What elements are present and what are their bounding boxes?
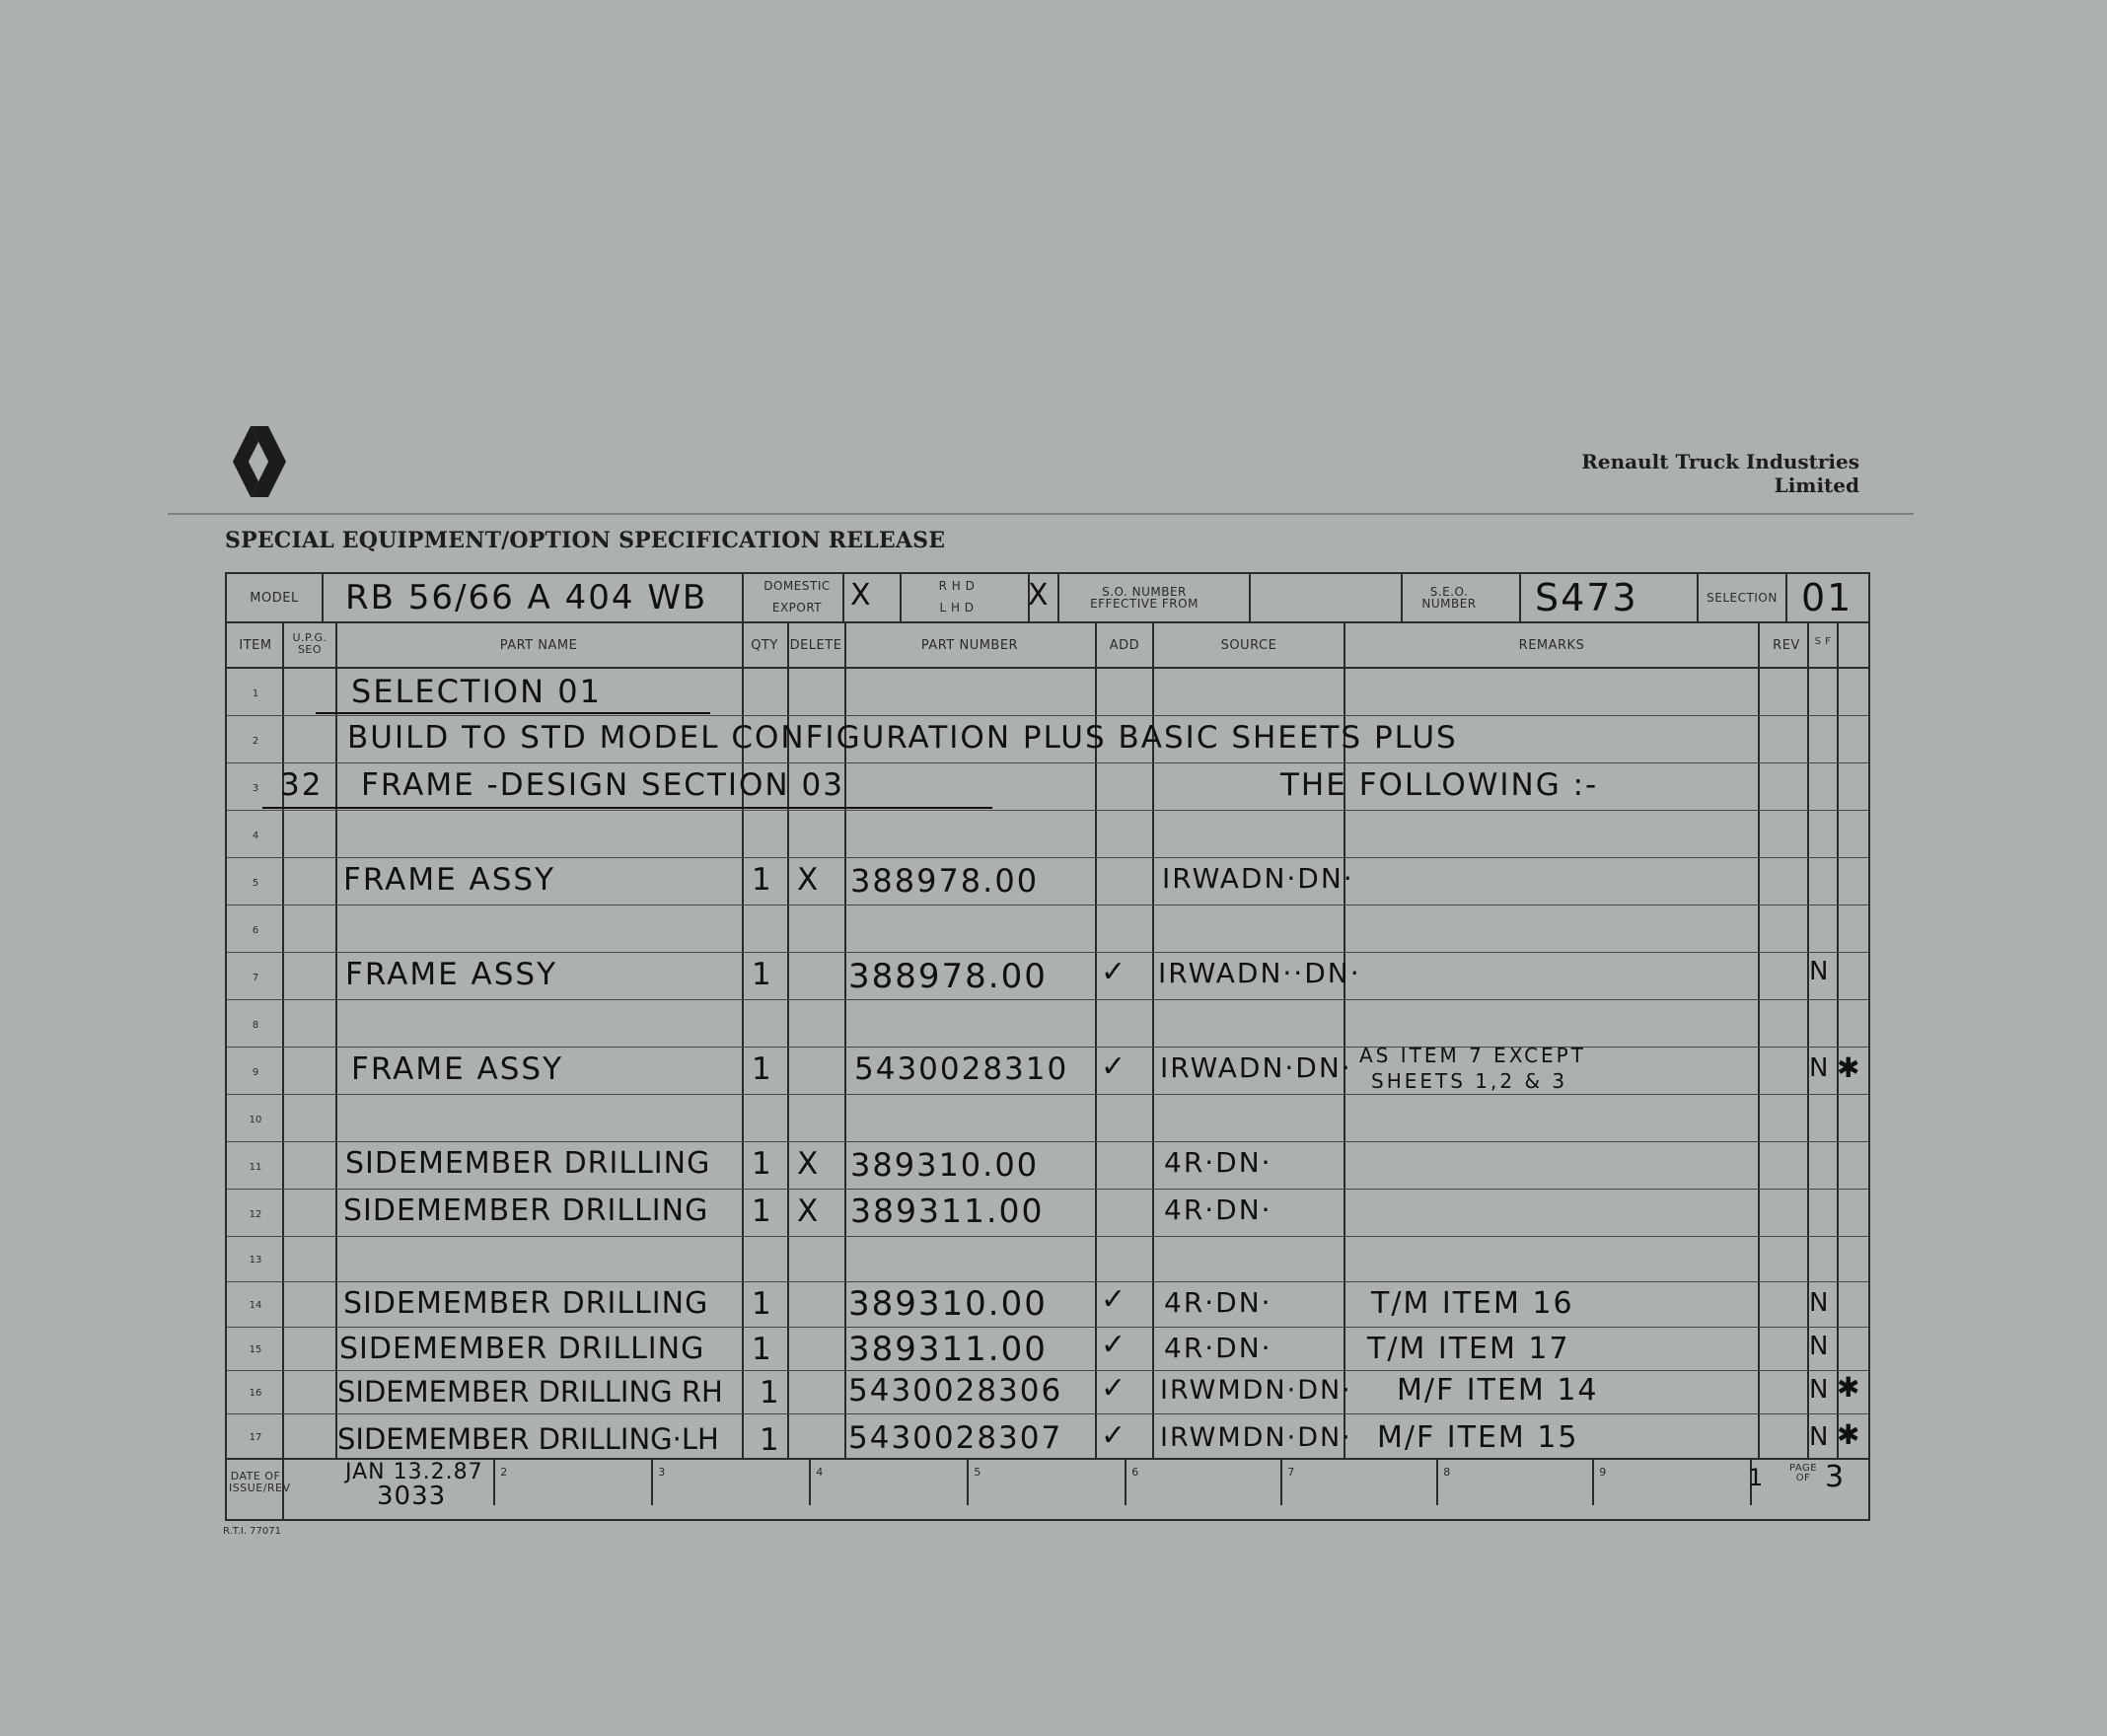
add-mark: ✓ — [1101, 1328, 1128, 1362]
qty-value: 1 — [752, 1332, 773, 1367]
selection-underline — [316, 712, 710, 714]
spec-release-form — [225, 572, 1870, 1521]
remarks-value: AS ITEM 7 EXCEPT — [1359, 1044, 1586, 1067]
issue-rev-number: 3033 — [377, 1482, 447, 1511]
qty-value: 1 — [752, 1051, 773, 1087]
part-name: SIDEMEMBER DRILLING — [345, 1146, 711, 1181]
issue-slot: 6 — [1131, 1466, 1139, 1479]
rev-value: N — [1809, 957, 1831, 986]
delete-mark: X — [797, 862, 821, 898]
issue-slot: 4 — [816, 1466, 824, 1479]
column-header-row — [227, 623, 1868, 669]
table-row — [227, 905, 1868, 953]
rev-value: N — [1809, 1288, 1831, 1318]
form-header-row — [227, 574, 1868, 623]
remarks-value-2: SHEETS 1,2 & 3 — [1371, 1069, 1568, 1093]
part-name: FRAME ASSY — [343, 862, 556, 898]
source-value: 4R·DN· — [1164, 1286, 1272, 1319]
source-value: IRWADN·DN· — [1162, 862, 1354, 895]
part-number: 388978.00 — [850, 862, 1040, 900]
qty-value: 1 — [760, 1422, 781, 1458]
row-number: 5 — [252, 878, 259, 889]
item-rows — [227, 669, 1868, 1460]
selection-value: 01 — [1801, 576, 1853, 619]
row-number: 8 — [252, 1020, 259, 1031]
star-mark: ✱ — [1837, 1371, 1862, 1404]
row-number: 14 — [249, 1300, 262, 1311]
part-number: 389310.00 — [850, 1146, 1040, 1184]
selection-label: SELECTION — [1707, 591, 1778, 605]
renault-diamond-logo — [229, 424, 290, 499]
remarks-value: M/F ITEM 14 — [1397, 1373, 1599, 1408]
qty-value: 1 — [752, 862, 773, 898]
page-number: 1 — [1748, 1464, 1766, 1491]
export-label: EXPORT — [771, 601, 823, 615]
qty-value: 1 — [752, 1194, 773, 1229]
issue-slot: 5 — [974, 1466, 981, 1479]
frame-section-line: FRAME -DESIGN SECTION 03 — [361, 767, 844, 803]
domestic-label: DOMESTIC — [763, 579, 831, 593]
row-number: 3 — [252, 783, 259, 794]
col-add: ADD — [1109, 638, 1140, 653]
row-number: 7 — [252, 973, 259, 983]
part-name: SIDEMEMBER DRILLING — [343, 1286, 709, 1321]
table-row — [227, 811, 1868, 858]
part-number: 5430028307 — [848, 1420, 1063, 1456]
part-name: SIDEMEMBER DRILLING — [339, 1332, 705, 1366]
issue-footer-row — [227, 1460, 1868, 1521]
row-number: 4 — [252, 831, 259, 841]
col-delete: DELETE — [789, 638, 842, 653]
rev-value: N — [1809, 1422, 1831, 1452]
delete-mark: X — [797, 1194, 821, 1229]
qty-value: 1 — [752, 1146, 773, 1182]
seo-number-label: NUMBER — [1421, 597, 1477, 611]
row-number: 16 — [249, 1388, 262, 1399]
header-rule — [168, 513, 1914, 515]
so-number-label: S.O. NUMBER — [1102, 585, 1187, 599]
qty-value: 1 — [752, 1286, 773, 1322]
document-title: SPECIAL EQUIPMENT/OPTION SPECIFICATION RELEASE — [225, 528, 946, 553]
form-reference: R.T.I. 77071 — [223, 1526, 281, 1537]
following-line: THE FOLLOWING :- — [1280, 767, 1599, 803]
add-mark: ✓ — [1101, 955, 1128, 989]
issue-date: JAN 13.2.87 — [345, 1460, 483, 1484]
source-value: IRWADN·DN· — [1160, 1051, 1352, 1084]
source-value: IRWADN··DN· — [1158, 957, 1361, 989]
add-mark: ✓ — [1101, 1371, 1128, 1406]
issue-slot: 8 — [1443, 1466, 1451, 1479]
page-total: 3 — [1825, 1460, 1847, 1494]
seo-label: S.E.O. — [1429, 585, 1469, 599]
qty-value: 1 — [752, 957, 773, 992]
source-value: 4R·DN· — [1164, 1194, 1272, 1226]
row-number: 10 — [249, 1115, 262, 1125]
issue-slot: 9 — [1599, 1466, 1607, 1479]
part-name: FRAME ASSY — [351, 1051, 564, 1087]
issue-slot: 2 — [500, 1466, 508, 1479]
effective-from-label: EFFECTIVE FROM — [1090, 597, 1199, 611]
add-mark: ✓ — [1101, 1282, 1128, 1317]
col-remarks: REMARKS — [1518, 638, 1585, 653]
col-seo: SEO — [297, 643, 323, 656]
row-number: 6 — [252, 925, 259, 936]
col-qty: QTY — [751, 638, 778, 653]
add-mark: ✓ — [1101, 1418, 1128, 1453]
star-mark: ✱ — [1837, 1051, 1862, 1084]
frame-underline — [262, 807, 992, 809]
row-number: 17 — [249, 1432, 262, 1443]
row-number: 9 — [252, 1067, 259, 1078]
part-number: 388978.00 — [848, 957, 1048, 996]
seo-number-value: S473 — [1535, 576, 1638, 619]
part-number: 5430028310 — [854, 1051, 1069, 1087]
col-source: SOURCE — [1220, 638, 1277, 653]
qty-value: 1 — [760, 1375, 781, 1410]
part-number: 5430028306 — [848, 1373, 1063, 1409]
row-number: 1 — [252, 688, 259, 699]
row-number: 15 — [249, 1344, 262, 1355]
part-number: 389311.00 — [848, 1330, 1048, 1369]
col-item: ITEM — [239, 638, 272, 653]
remarks-value: T/M ITEM 17 — [1367, 1332, 1570, 1366]
model-label: MODEL — [250, 591, 299, 606]
remarks-value: M/F ITEM 15 — [1377, 1420, 1579, 1455]
issue-rev-label: ISSUE/REV — [229, 1482, 291, 1494]
of-label: OF — [1795, 1473, 1811, 1483]
part-name: SIDEMEMBER DRILLING·LH — [337, 1422, 719, 1456]
selection-heading: SELECTION 01 — [351, 673, 602, 710]
rev-value: N — [1809, 1332, 1831, 1361]
build-line: BUILD TO STD MODEL CONFIGURATION PLUS BASIC SHEETS PLUS — [347, 720, 1458, 756]
rev-value: N — [1809, 1375, 1831, 1405]
page-label: PAGE — [1788, 1463, 1818, 1474]
source-value: 4R·DN· — [1164, 1332, 1272, 1364]
rev-value: N — [1809, 1053, 1831, 1083]
col-part-number: PART NUMBER — [920, 638, 1019, 653]
lhd-label: L H D — [939, 601, 975, 615]
source-value: IRWMDN·DN· — [1160, 1422, 1352, 1453]
table-row — [227, 1237, 1868, 1282]
domestic-mark: X — [850, 578, 873, 613]
model-value: RB 56/66 A 404 WB — [345, 578, 708, 617]
company-name: Renault Truck Industries Limited — [1581, 450, 1859, 497]
col-sf: S F — [1814, 636, 1832, 647]
source-value: IRWMDN·DN· — [1160, 1375, 1352, 1406]
table-row — [227, 1095, 1868, 1142]
delete-mark: X — [797, 1146, 821, 1182]
issue-slot: 3 — [658, 1466, 666, 1479]
col-part-name: PART NAME — [499, 638, 578, 653]
part-name: SIDEMEMBER DRILLING — [343, 1194, 709, 1228]
row-number: 11 — [249, 1162, 262, 1173]
date-of-label: DATE OF — [230, 1470, 281, 1483]
row-number: 2 — [252, 736, 259, 747]
remarks-value: T/M ITEM 16 — [1371, 1286, 1574, 1321]
issue-slot: 7 — [1287, 1466, 1295, 1479]
row-number: 12 — [249, 1209, 262, 1220]
source-value: 4R·DN· — [1164, 1146, 1272, 1179]
rhd-mark: X — [1028, 578, 1051, 613]
star-mark: ✱ — [1837, 1418, 1862, 1451]
add-mark: ✓ — [1101, 1049, 1128, 1084]
part-number: 389311.00 — [850, 1192, 1045, 1230]
part-number: 389310.00 — [848, 1284, 1048, 1324]
upg-value: 32 — [280, 767, 324, 803]
part-name: SIDEMEMBER DRILLING RH — [337, 1375, 723, 1409]
col-rev: REV — [1773, 638, 1800, 653]
col-upg: U.P.G. — [292, 631, 327, 644]
part-name: FRAME ASSY — [345, 957, 558, 992]
table-row — [227, 1000, 1868, 1048]
rhd-label: R H D — [938, 579, 976, 593]
row-number: 13 — [249, 1255, 262, 1266]
